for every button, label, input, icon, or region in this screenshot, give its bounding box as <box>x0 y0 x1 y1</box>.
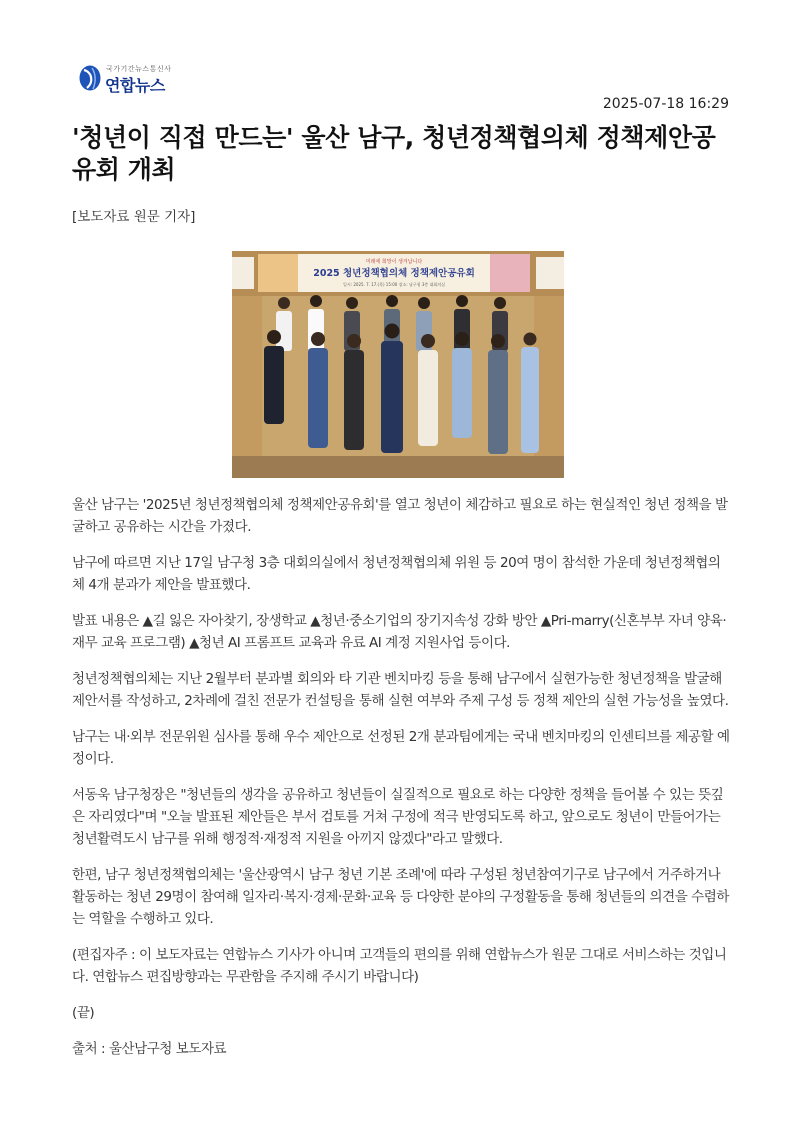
paragraph: 남구는 내·외부 전문위원 심사를 통해 우수 제안으로 선정된 2개 분과팀에게는 국내 벤치마킹의 인센티브를 제공할 예정이다. <box>72 729 730 767</box>
banner-title: 2025 청년정책협의체 정책제안공유회 <box>313 268 475 279</box>
yonhap-globe-icon <box>78 64 102 92</box>
article-title: '청년이 직접 만드는' 울산 남구, 청년정책협의체 정책제안공유회 개최 <box>72 123 716 184</box>
logo-subtitle: 국가기간뉴스통신사 <box>106 65 172 73</box>
paragraph: 한편, 남구 청년정책협의체는 '울산광역시 남구 청년 기본 조례'에 따라 구성된 청년참여기구로 남구에서 거주하거나 활동하는 청년 29명이 참여해 일자리·복지·경제·문화·교육 등 다양한 분야의 구정활동을 통해 청년들의 의견을 수렴하는 역할을 수행하고 있다. <box>72 867 729 927</box>
publish-date: 2025-07-18 16:29 <box>602 96 729 112</box>
paragraph: 발표 내용은 ▲길 잃은 자아찾기, 장생학교 ▲청년·중소기업의 장기지속성 강화 방안 ▲Pri-marry(신혼부부 자녀 양육·재무 교육 프로그램) ▲청년 AI 프롬프트 교육과 유료 AI 계정 지원사업 등이다. <box>72 613 727 651</box>
logo-name: 연합뉴스 <box>105 76 165 95</box>
paragraph: 울산 남구는 '2025년 청년정책협의체 정책제안공유회'를 열고 청년이 체감하고 필요로 하는 현실적인 청년 정책을 발굴하고 공유하는 시간을 가졌다. <box>72 497 728 535</box>
end-mark: (끝) <box>72 1005 95 1021</box>
paragraph: 남구에 따르면 지난 17일 남구청 3층 대회의실에서 청년정책협의체 위원 등 20여 명이 참석한 가운데 청년정책협의체 4개 분과가 제안을 발표했다. <box>72 555 721 593</box>
paragraph: 서동욱 남구청장은 "청년들의 생각을 공유하고 청년들이 실질적으로 필요로 하는 다양한 정책을 들어볼 수 있는 뜻깊은 자리였다"며 "오늘 발표된 제안들은 부서 검토를 거쳐 구정에 적극 반영되도록 하고, 앞으로도 청년이 만들어가는 청년활력도시 남구를 위해 행정적·재정적 지원을 아끼지 않겠다"라고 말했다. <box>72 787 724 847</box>
paragraph: 청년정책협의체는 지난 2월부터 분과별 회의와 타 기관 벤치마킹 등을 통해 남구에서 실현가능한 청년정책을 발굴해 제안서를 작성하고, 2차례에 걸친 전문가 컨설팅을 통해 실현 여부와 주제 구성 등 정책 제안의 실현 가능성을 높였다. <box>72 671 729 709</box>
byline: [보도자료 원문 기자] <box>72 209 196 225</box>
banner-top: 미래에 희망이 생겨납니다 <box>365 259 423 265</box>
source-line: 출처 : 울산남구청 보도자료 <box>72 1041 227 1057</box>
banner-sub: 일시: 2025. 7. 17.(목) 15:00 장소: 남구청 3층 대회의실 <box>343 282 445 287</box>
article-photo <box>232 251 564 478</box>
article-body <box>72 494 732 1074</box>
yonhap-logo[interactable] <box>78 62 188 96</box>
editor-note: (편집자주 : 이 보도자료는 연합뉴스 기사가 아니며 고객들의 편의를 위해 연합뉴스가 원문 그대로 서비스하는 것입니다. 연합뉴스 편집방향과는 무관함을 주지해 주시기 바랍니다) <box>72 947 727 985</box>
